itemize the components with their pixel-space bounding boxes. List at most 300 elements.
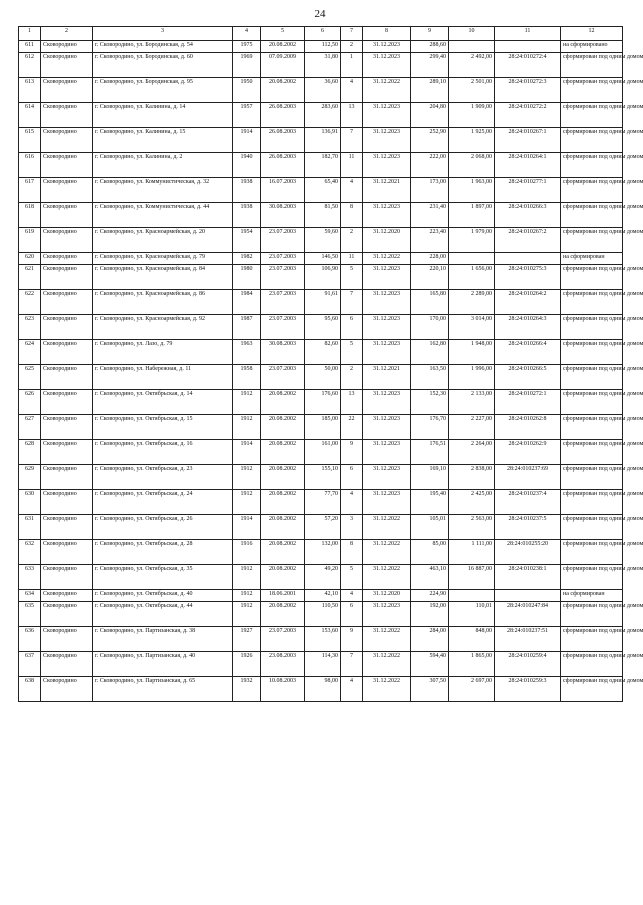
table-row xyxy=(19,440,623,465)
address-cell: г. Сковородино, ул. Октябрьская, д. 16 xyxy=(93,440,233,465)
table-row xyxy=(19,652,623,677)
table-row xyxy=(19,103,623,128)
year-built-cell: 1926 xyxy=(233,652,261,677)
value-cell: 289,10 xyxy=(411,78,449,103)
header-row xyxy=(19,27,623,41)
land-area-cell: 1 979,00 xyxy=(449,228,495,253)
registration-date-cell: 07.09.2009 xyxy=(261,53,305,78)
area-cell: 42,10 xyxy=(305,590,341,602)
cadastral-number-cell: 28:24:010237:4 xyxy=(495,490,561,515)
count-cell: 6 xyxy=(341,602,363,627)
area-cell: 57,20 xyxy=(305,515,341,540)
row-number-cell: 634 xyxy=(19,590,41,602)
table-row xyxy=(19,41,623,53)
cadastral-number-cell: 28:24:010266:5 xyxy=(495,365,561,390)
year-built-cell: 1914 xyxy=(233,128,261,153)
value-cell: 176,70 xyxy=(411,415,449,440)
land-area-cell: 2 697,00 xyxy=(449,677,495,702)
date-cell: 31.12.2023 xyxy=(363,128,411,153)
year-built-cell: 1954 xyxy=(233,228,261,253)
date-cell: 31.12.2022 xyxy=(363,253,411,265)
settlement-cell: Сковородино xyxy=(41,677,93,702)
land-status-cell: сформирован под одним домом xyxy=(561,315,623,340)
value-cell: 192,00 xyxy=(411,602,449,627)
row-number-cell: 619 xyxy=(19,228,41,253)
value-cell: 224,90 xyxy=(411,590,449,602)
date-cell: 31.12.2023 xyxy=(363,490,411,515)
value-cell: 173,00 xyxy=(411,178,449,203)
year-built-cell: 1987 xyxy=(233,315,261,340)
registration-date-cell: 20.08.2002 xyxy=(261,465,305,490)
column-header: 4 xyxy=(233,27,261,41)
land-status-cell: сформирован под одним домом xyxy=(561,652,623,677)
land-status-cell: сформирован под одним домом xyxy=(561,203,623,228)
value-cell: 105,01 xyxy=(411,515,449,540)
registration-date-cell: 23.08.2003 xyxy=(261,652,305,677)
table-row xyxy=(19,78,623,103)
value-cell: 594,40 xyxy=(411,652,449,677)
row-number-cell: 636 xyxy=(19,627,41,652)
date-cell: 31.12.2023 xyxy=(363,41,411,53)
count-cell: 5 xyxy=(341,340,363,365)
register-table xyxy=(18,26,643,702)
count-cell: 13 xyxy=(341,390,363,415)
date-cell: 31.12.2023 xyxy=(363,53,411,78)
row-number-cell: 633 xyxy=(19,565,41,590)
date-cell: 31.12.2022 xyxy=(363,652,411,677)
date-cell: 31.12.2022 xyxy=(363,515,411,540)
land-status-cell: сформирован под одним домом xyxy=(561,228,623,253)
count-cell: 2 xyxy=(341,365,363,390)
count-cell: 4 xyxy=(341,590,363,602)
land-status-cell: сформирован под одним домом xyxy=(561,515,623,540)
count-cell: 4 xyxy=(341,178,363,203)
land-area-cell: 2 563,00 xyxy=(449,515,495,540)
table-row xyxy=(19,590,623,602)
value-cell: 170,00 xyxy=(411,315,449,340)
column-header: 8 xyxy=(363,27,411,41)
year-built-cell: 1927 xyxy=(233,627,261,652)
address-cell: г. Сковородино, ул. Октябрьская, д. 14 xyxy=(93,390,233,415)
area-cell: 82,60 xyxy=(305,340,341,365)
cadastral-number-cell: 28:24:010259:3 xyxy=(495,677,561,702)
table-row xyxy=(19,203,623,228)
land-status-cell: сформирован под одним домом xyxy=(561,153,623,178)
registration-date-cell: 23.07.2003 xyxy=(261,290,305,315)
settlement-cell: Сковородино xyxy=(41,515,93,540)
address-cell: г. Сковородино, ул. Бородинская, д. 60 xyxy=(93,53,233,78)
registration-date-cell: 20.08.2002 xyxy=(261,540,305,565)
row-number-cell: 631 xyxy=(19,515,41,540)
value-cell: 163,50 xyxy=(411,365,449,390)
table-row xyxy=(19,178,623,203)
land-status-cell: сформирован под одним домом xyxy=(561,677,623,702)
count-cell: 13 xyxy=(341,103,363,128)
registration-date-cell: 20.08.2002 xyxy=(261,390,305,415)
year-built-cell: 1914 xyxy=(233,515,261,540)
settlement-cell: Сковородино xyxy=(41,565,93,590)
row-number-cell: 617 xyxy=(19,178,41,203)
registration-date-cell: 20.08.2002 xyxy=(261,78,305,103)
cadastral-number-cell: 28:24:010264:3 xyxy=(495,315,561,340)
settlement-cell: Сковородино xyxy=(41,103,93,128)
date-cell: 31.12.2023 xyxy=(363,465,411,490)
cadastral-number-cell: 28:24:010266:4 xyxy=(495,340,561,365)
land-area-cell: 1 897,00 xyxy=(449,203,495,228)
area-cell: 114,30 xyxy=(305,652,341,677)
row-number-cell: 625 xyxy=(19,365,41,390)
year-built-cell: 1912 xyxy=(233,390,261,415)
cadastral-number-cell: 28:24:010259:4 xyxy=(495,652,561,677)
land-area-cell xyxy=(449,590,495,602)
table-row xyxy=(19,602,623,627)
land-status-cell: сформирован под одним домом xyxy=(561,565,623,590)
count-cell: 7 xyxy=(341,128,363,153)
cadastral-number-cell: 28:24:010238:1 xyxy=(495,565,561,590)
date-cell: 31.12.2021 xyxy=(363,178,411,203)
count-cell: 4 xyxy=(341,677,363,702)
table-row xyxy=(19,465,623,490)
land-status-cell: сформирован под одним домом xyxy=(561,265,623,290)
value-cell: 463,10 xyxy=(411,565,449,590)
land-status-cell: сформирован под одним домом xyxy=(561,178,623,203)
value-cell: 195,40 xyxy=(411,490,449,515)
registration-date-cell: 20.08.2002 xyxy=(261,515,305,540)
land-status-cell: сформирован под одним домом xyxy=(561,53,623,78)
year-built-cell: 1975 xyxy=(233,41,261,53)
table-row xyxy=(19,627,623,652)
area-cell: 153,60 xyxy=(305,627,341,652)
address-cell: г. Сковородино, ул. Октябрьская, д. 24 xyxy=(93,490,233,515)
row-number-cell: 637 xyxy=(19,652,41,677)
year-built-cell: 1932 xyxy=(233,677,261,702)
row-number-cell: 613 xyxy=(19,78,41,103)
settlement-cell: Сковородино xyxy=(41,590,93,602)
address-cell: г. Сковородино, ул. Коммунистическая, д. 44 xyxy=(93,203,233,228)
value-cell: 288,60 xyxy=(411,41,449,53)
value-cell: 152,30 xyxy=(411,390,449,415)
date-cell: 31.12.2023 xyxy=(363,440,411,465)
area-cell: 182,70 xyxy=(305,153,341,178)
land-status-cell: на сформировано xyxy=(561,41,623,53)
area-cell: 95,60 xyxy=(305,315,341,340)
count-cell: 4 xyxy=(341,78,363,103)
area-cell: 31,80 xyxy=(305,53,341,78)
land-area-cell: 1 111,00 xyxy=(449,540,495,565)
count-cell: 6 xyxy=(341,465,363,490)
area-cell: 91,61 xyxy=(305,290,341,315)
year-built-cell: 1912 xyxy=(233,415,261,440)
settlement-cell: Сковородино xyxy=(41,78,93,103)
value-cell: 204,80 xyxy=(411,103,449,128)
settlement-cell: Сковородино xyxy=(41,465,93,490)
cadastral-number-cell: 28:24:010266:3 xyxy=(495,203,561,228)
year-built-cell: 1982 xyxy=(233,253,261,265)
value-cell: 85,00 xyxy=(411,540,449,565)
address-cell: г. Сковородино, ул. Партизанская, д. 40 xyxy=(93,652,233,677)
date-cell: 31.12.2023 xyxy=(363,315,411,340)
land-area-cell: 1 865,00 xyxy=(449,652,495,677)
land-area-cell: 16 887,00 xyxy=(449,565,495,590)
land-status-cell: сформирован под одним домом xyxy=(561,440,623,465)
area-cell: 98,00 xyxy=(305,677,341,702)
registration-date-cell: 20.08.2002 xyxy=(261,490,305,515)
address-cell: г. Сковородино, ул. Калинина, д. 14 xyxy=(93,103,233,128)
land-status-cell: сформирован под одним домом xyxy=(561,103,623,128)
date-cell: 31.12.2022 xyxy=(363,540,411,565)
column-header: 5 xyxy=(261,27,305,41)
row-number-cell: 635 xyxy=(19,602,41,627)
area-cell: 50,00 xyxy=(305,365,341,390)
registration-date-cell: 23.07.2003 xyxy=(261,627,305,652)
row-number-cell: 626 xyxy=(19,390,41,415)
count-cell: 8 xyxy=(341,540,363,565)
area-cell: 132,00 xyxy=(305,540,341,565)
value-cell: 252,90 xyxy=(411,128,449,153)
cadastral-number-cell: 28:24:010272:2 xyxy=(495,103,561,128)
land-status-cell: сформирован под одним домом xyxy=(561,415,623,440)
registration-date-cell: 20.08.2002 xyxy=(261,565,305,590)
land-status-cell: сформирован под одним домом xyxy=(561,290,623,315)
year-built-cell: 1914 xyxy=(233,440,261,465)
land-status-cell: сформирован под одним домом xyxy=(561,490,623,515)
area-cell: 59,60 xyxy=(305,228,341,253)
address-cell: г. Сковородино, ул. Красноармейская, д. 79 xyxy=(93,253,233,265)
settlement-cell: Сковородино xyxy=(41,365,93,390)
cadastral-number-cell: 28:24:010267:2 xyxy=(495,228,561,253)
column-header: 9 xyxy=(411,27,449,41)
value-cell: 165,80 xyxy=(411,290,449,315)
registration-date-cell: 26.08.2003 xyxy=(261,153,305,178)
cadastral-number-cell: 28:24:010272:3 xyxy=(495,78,561,103)
date-cell: 31.12.2020 xyxy=(363,228,411,253)
count-cell: 22 xyxy=(341,415,363,440)
table-row xyxy=(19,53,623,78)
column-header: 6 xyxy=(305,27,341,41)
value-cell: 176,51 xyxy=(411,440,449,465)
land-status-cell: на сформирован xyxy=(561,253,623,265)
registration-date-cell: 10.08.2003 xyxy=(261,677,305,702)
year-built-cell: 1940 xyxy=(233,153,261,178)
row-number-cell: 614 xyxy=(19,103,41,128)
row-number-cell: 611 xyxy=(19,41,41,53)
row-number-cell: 638 xyxy=(19,677,41,702)
value-cell: 220,10 xyxy=(411,265,449,290)
area-cell: 161,00 xyxy=(305,440,341,465)
land-area-cell: 1 656,00 xyxy=(449,265,495,290)
table-row xyxy=(19,340,623,365)
page-number: 24 xyxy=(314,8,326,20)
column-header: 11 xyxy=(495,27,561,41)
date-cell: 31.12.2022 xyxy=(363,677,411,702)
table-row xyxy=(19,315,623,340)
date-cell: 31.12.2023 xyxy=(363,265,411,290)
registration-date-cell: 23.07.2003 xyxy=(261,228,305,253)
year-built-cell: 1912 xyxy=(233,490,261,515)
date-cell: 31.12.2023 xyxy=(363,415,411,440)
date-cell: 31.12.2020 xyxy=(363,590,411,602)
table-row xyxy=(19,253,623,265)
address-cell: г. Сковородино, ул. Октябрьская, д. 15 xyxy=(93,415,233,440)
settlement-cell: Сковородино xyxy=(41,490,93,515)
address-cell: г. Сковородино, ул. Бородинская, д. 54 xyxy=(93,41,233,53)
settlement-cell: Сковородино xyxy=(41,627,93,652)
settlement-cell: Сковородино xyxy=(41,390,93,415)
year-built-cell: 1912 xyxy=(233,565,261,590)
address-cell: г. Сковородино, ул. Красноармейская, д. 20 xyxy=(93,228,233,253)
date-cell: 31.12.2023 xyxy=(363,340,411,365)
area-cell: 49,20 xyxy=(305,565,341,590)
address-cell: г. Сковородино, ул. Красноармейская, д. 92 xyxy=(93,315,233,340)
value-cell: 307,50 xyxy=(411,677,449,702)
land-area-cell: 2 838,00 xyxy=(449,465,495,490)
land-status-cell: сформирован под одним домом xyxy=(561,128,623,153)
land-status-cell: сформирован под одним домом xyxy=(561,340,623,365)
registration-date-cell: 20.08.2002 xyxy=(261,440,305,465)
table-row xyxy=(19,677,623,702)
settlement-cell: Сковородино xyxy=(41,652,93,677)
address-cell: г. Сковородино, ул. Октябрьская, д. 23 xyxy=(93,465,233,490)
cadastral-number-cell: 28:24:010272:4 xyxy=(495,53,561,78)
area-cell: 110,50 xyxy=(305,602,341,627)
settlement-cell: Сковородино xyxy=(41,602,93,627)
land-area-cell: 2 492,00 xyxy=(449,53,495,78)
land-status-cell: сформирован под одним домом xyxy=(561,365,623,390)
settlement-cell: Сковородино xyxy=(41,253,93,265)
cadastral-number-cell: 28:24:010264:2 xyxy=(495,290,561,315)
row-number-cell: 618 xyxy=(19,203,41,228)
registration-date-cell: 23.07.2003 xyxy=(261,365,305,390)
date-cell: 31.12.2023 xyxy=(363,153,411,178)
address-cell: г. Сковородино, ул. Партизанская, д. 38 xyxy=(93,627,233,652)
land-area-cell: 1 996,00 xyxy=(449,365,495,390)
table-row xyxy=(19,540,623,565)
date-cell: 31.12.2022 xyxy=(363,627,411,652)
registration-date-cell: 20.08.2002 xyxy=(261,602,305,627)
area-cell: 36,60 xyxy=(305,78,341,103)
registration-date-cell: 26.08.2003 xyxy=(261,128,305,153)
area-cell: 176,60 xyxy=(305,390,341,415)
table-row xyxy=(19,290,623,315)
registration-date-cell: 23.07.2003 xyxy=(261,253,305,265)
year-built-cell: 1912 xyxy=(233,465,261,490)
row-number-cell: 616 xyxy=(19,153,41,178)
year-built-cell: 1958 xyxy=(233,365,261,390)
table-row xyxy=(19,565,623,590)
registration-date-cell: 20.08.2002 xyxy=(261,415,305,440)
area-cell: 185,00 xyxy=(305,415,341,440)
land-status-cell: сформирован под одним домом xyxy=(561,465,623,490)
table-row xyxy=(19,365,623,390)
count-cell: 7 xyxy=(341,652,363,677)
row-number-cell: 632 xyxy=(19,540,41,565)
count-cell: 7 xyxy=(341,290,363,315)
count-cell: 2 xyxy=(341,228,363,253)
land-area-cell: 2 133,00 xyxy=(449,390,495,415)
registration-date-cell: 18.06.2001 xyxy=(261,590,305,602)
count-cell: 6 xyxy=(341,315,363,340)
value-cell: 222,00 xyxy=(411,153,449,178)
land-area-cell: 1 948,00 xyxy=(449,340,495,365)
row-number-cell: 615 xyxy=(19,128,41,153)
date-cell: 31.12.2022 xyxy=(363,565,411,590)
year-built-cell: 1916 xyxy=(233,540,261,565)
settlement-cell: Сковородино xyxy=(41,265,93,290)
address-cell: г. Сковородино, ул. Октябрьская, д. 35 xyxy=(93,565,233,590)
cadastral-number-cell: 28:24:010272:1 xyxy=(495,390,561,415)
value-cell: 223,40 xyxy=(411,228,449,253)
land-status-cell: сформирован под одним домом xyxy=(561,627,623,652)
row-number-cell: 628 xyxy=(19,440,41,465)
address-cell: г. Сковородино, ул. Красноармейская, д. 86 xyxy=(93,290,233,315)
area-cell: 65,40 xyxy=(305,178,341,203)
area-cell: 77,70 xyxy=(305,490,341,515)
column-header: 12 xyxy=(561,27,623,41)
count-cell: 11 xyxy=(341,253,363,265)
row-number-cell: 624 xyxy=(19,340,41,365)
cadastral-number-cell xyxy=(495,590,561,602)
address-cell: г. Сковородино, ул. Октябрьская, д. 40 xyxy=(93,590,233,602)
land-status-cell: сформирован под одним домом xyxy=(561,78,623,103)
address-cell: г. Сковородино, ул. Красноармейская, д. 84 xyxy=(93,265,233,290)
table-body xyxy=(19,41,643,702)
land-area-cell: 1 909,00 xyxy=(449,103,495,128)
settlement-cell: Сковородино xyxy=(41,178,93,203)
settlement-cell: Сковородино xyxy=(41,128,93,153)
settlement-cell: Сковородино xyxy=(41,340,93,365)
address-cell: г. Сковородино, ул. Октябрьская, д. 26 xyxy=(93,515,233,540)
table-row xyxy=(19,128,623,153)
count-cell: 9 xyxy=(341,627,363,652)
settlement-cell: Сковородино xyxy=(41,290,93,315)
cadastral-number-cell xyxy=(495,253,561,265)
address-cell: г. Сковородино, ул. Октябрьская, д. 28 xyxy=(93,540,233,565)
count-cell: 5 xyxy=(341,565,363,590)
registration-date-cell: 23.07.2003 xyxy=(261,265,305,290)
area-cell: 146,50 xyxy=(305,253,341,265)
table-row xyxy=(19,228,623,253)
year-built-cell: 1980 xyxy=(233,265,261,290)
date-cell: 31.12.2022 xyxy=(363,78,411,103)
cadastral-number-cell: 28:24:010237:69 xyxy=(495,465,561,490)
row-number-cell: 627 xyxy=(19,415,41,440)
land-area-cell: 1 963,00 xyxy=(449,178,495,203)
table-row xyxy=(19,515,623,540)
cadastral-number-cell: 28:24:010237:5 xyxy=(495,515,561,540)
land-area-cell xyxy=(449,253,495,265)
cadastral-number-cell: 28:24:010275:3 xyxy=(495,265,561,290)
row-number-cell: 629 xyxy=(19,465,41,490)
land-area-cell: 110,01 xyxy=(449,602,495,627)
area-cell: 106,90 xyxy=(305,265,341,290)
area-cell: 155,10 xyxy=(305,465,341,490)
land-area-cell: 2 264,00 xyxy=(449,440,495,465)
row-number-cell: 622 xyxy=(19,290,41,315)
address-cell: г. Сковородино, ул. Калинина, д. 2 xyxy=(93,153,233,178)
column-header: 7 xyxy=(341,27,363,41)
land-area-cell xyxy=(449,41,495,53)
land-area-cell: 2 068,00 xyxy=(449,153,495,178)
count-cell: 3 xyxy=(341,515,363,540)
land-status-cell: сформирован под одним домом xyxy=(561,602,623,627)
address-cell: г. Сковородино, ул. Коммунистическая, д. 32 xyxy=(93,178,233,203)
area-cell: 136,91 xyxy=(305,128,341,153)
value-cell: 231,40 xyxy=(411,203,449,228)
cadastral-number-cell: 28:24:010237:51 xyxy=(495,627,561,652)
date-cell: 31.12.2021 xyxy=(363,365,411,390)
cadastral-number-cell: 28:24:010262:9 xyxy=(495,440,561,465)
year-built-cell: 1963 xyxy=(233,340,261,365)
